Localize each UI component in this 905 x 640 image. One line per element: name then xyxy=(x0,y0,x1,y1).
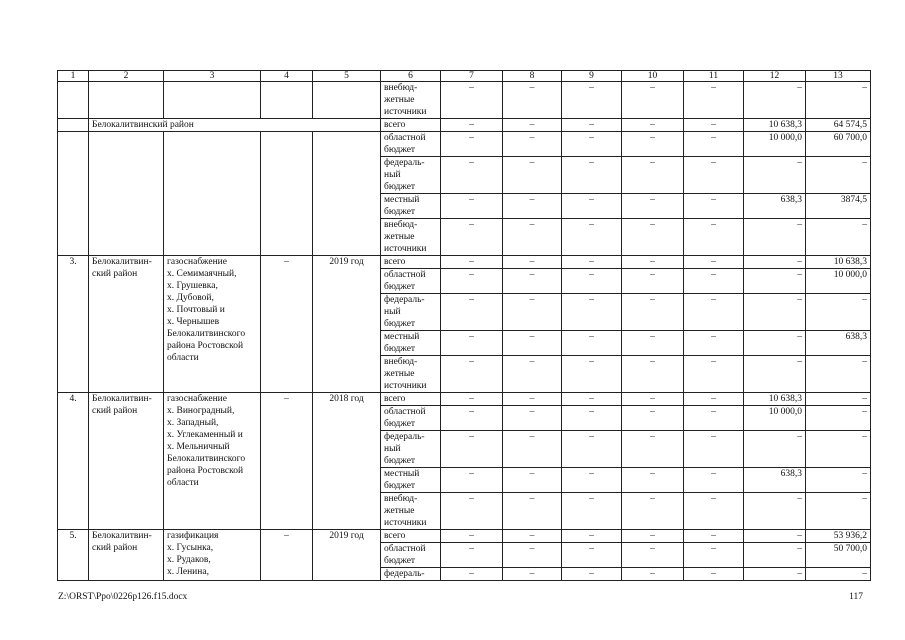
project-description: газоснабжение х. Виноградный, х. Западный, х. Углекаменный и х. Мельничный Белокалитвинского района Ростовской области xyxy=(164,393,261,530)
value-cell: – xyxy=(744,493,806,530)
value-cell: – xyxy=(684,194,744,219)
value-cell: – xyxy=(744,431,806,468)
value-cell: – xyxy=(441,219,503,256)
value-cell: – xyxy=(441,431,503,468)
value-cell: – xyxy=(562,256,622,269)
column-4-value: – xyxy=(261,256,313,393)
value-cell: – xyxy=(684,493,744,530)
value-cell: – xyxy=(562,406,622,431)
empty-cell xyxy=(89,219,164,256)
value-cell: 638,3 xyxy=(806,331,871,356)
value-cell: – xyxy=(562,119,622,132)
column-number: 5 xyxy=(313,71,381,82)
value-cell: – xyxy=(441,530,503,543)
empty-cell xyxy=(58,119,89,132)
funding-source: всего xyxy=(381,119,441,132)
value-cell: 10 000,0 xyxy=(744,132,806,157)
empty-cell xyxy=(89,194,164,219)
value-cell: – xyxy=(744,568,806,581)
value-cell: – xyxy=(622,468,684,493)
funding-source: областной бюджет xyxy=(381,132,441,157)
value-cell: – xyxy=(684,82,744,119)
value-cell: – xyxy=(562,356,622,393)
value-cell: – xyxy=(622,82,684,119)
value-cell: 60 700,0 xyxy=(806,132,871,157)
page-number: 117 xyxy=(849,592,863,602)
value-cell: – xyxy=(684,406,744,431)
value-cell: – xyxy=(744,157,806,194)
value-cell: – xyxy=(684,219,744,256)
funding-source: внебюд- жетные источники xyxy=(381,82,441,119)
column-number: 12 xyxy=(744,71,806,82)
value-cell: – xyxy=(503,194,562,219)
value-cell: – xyxy=(441,82,503,119)
value-cell: – xyxy=(622,406,684,431)
value-cell: – xyxy=(503,568,562,581)
value-cell: 10 638,3 xyxy=(806,256,871,269)
empty-cell xyxy=(261,132,313,157)
district-name: Белокалитвин- ский район xyxy=(89,256,164,393)
funding-source: местный бюджет xyxy=(381,331,441,356)
funding-source: внебюд- жетные источники xyxy=(381,493,441,530)
value-cell: 53 936,2 xyxy=(806,530,871,543)
funding-source: местный бюджет xyxy=(381,194,441,219)
value-cell: – xyxy=(441,157,503,194)
value-cell: – xyxy=(806,493,871,530)
value-cell: – xyxy=(562,543,622,568)
column-number: 2 xyxy=(89,71,164,82)
empty-cell xyxy=(89,82,164,119)
value-cell: – xyxy=(441,331,503,356)
value-cell: 64 574,5 xyxy=(806,119,871,132)
funding-source: областной бюджет xyxy=(381,269,441,294)
value-cell: – xyxy=(562,157,622,194)
empty-cell xyxy=(164,157,261,194)
item-number: 3. xyxy=(58,256,89,393)
column-4-value: – xyxy=(261,530,313,581)
value-cell: – xyxy=(684,269,744,294)
column-number: 13 xyxy=(806,71,871,82)
district-name: Белокалитвин- ский район xyxy=(89,393,164,530)
funding-source: областной бюджет xyxy=(381,406,441,431)
funding-source: внебюд- жетные источники xyxy=(381,356,441,393)
value-cell: – xyxy=(806,568,871,581)
value-cell: – xyxy=(806,468,871,493)
value-cell: – xyxy=(622,194,684,219)
value-cell: – xyxy=(744,219,806,256)
column-number: 3 xyxy=(164,71,261,82)
empty-cell xyxy=(313,194,381,219)
value-cell: – xyxy=(744,269,806,294)
value-cell: – xyxy=(441,543,503,568)
item-number: 5. xyxy=(58,530,89,581)
value-cell: – xyxy=(744,256,806,269)
value-cell: – xyxy=(562,269,622,294)
empty-cell xyxy=(164,219,261,256)
value-cell: – xyxy=(503,393,562,406)
empty-cell xyxy=(58,157,89,194)
table-row xyxy=(58,393,871,406)
project-year: 2018 год xyxy=(313,393,381,530)
value-cell: 10 638,3 xyxy=(744,119,806,132)
value-cell: – xyxy=(806,356,871,393)
value-cell: – xyxy=(684,543,744,568)
funding-source: всего xyxy=(381,393,441,406)
district-name: Белокалитвин- ский район xyxy=(89,530,164,581)
value-cell: – xyxy=(562,194,622,219)
value-cell: – xyxy=(503,157,562,194)
value-cell: – xyxy=(562,294,622,331)
value-cell: – xyxy=(622,119,684,132)
value-cell: – xyxy=(622,493,684,530)
table-row xyxy=(58,119,871,132)
value-cell: – xyxy=(562,468,622,493)
column-number: 11 xyxy=(684,71,744,82)
column-number: 8 xyxy=(503,71,562,82)
item-number: 4. xyxy=(58,393,89,530)
value-cell: – xyxy=(744,331,806,356)
value-cell: – xyxy=(744,530,806,543)
column-number: 1 xyxy=(58,71,89,82)
empty-cell xyxy=(164,194,261,219)
value-cell: – xyxy=(441,393,503,406)
value-cell: – xyxy=(622,331,684,356)
funding-source: местный бюджет xyxy=(381,468,441,493)
table-row xyxy=(58,132,871,157)
value-cell: 10 000,0 xyxy=(744,406,806,431)
value-cell: – xyxy=(562,493,622,530)
column-number: 6 xyxy=(381,71,441,82)
value-cell: – xyxy=(562,331,622,356)
value-cell: – xyxy=(503,269,562,294)
value-cell: – xyxy=(684,132,744,157)
value-cell: – xyxy=(806,294,871,331)
value-cell: 10 638,3 xyxy=(744,393,806,406)
empty-cell xyxy=(164,82,261,119)
value-cell: – xyxy=(622,269,684,294)
value-cell: – xyxy=(806,82,871,119)
value-cell: – xyxy=(684,331,744,356)
value-cell: – xyxy=(622,219,684,256)
value-cell: – xyxy=(562,431,622,468)
column-4-value: – xyxy=(261,393,313,530)
column-number: 10 xyxy=(622,71,684,82)
table-row xyxy=(58,194,871,219)
value-cell: – xyxy=(441,194,503,219)
table-row xyxy=(58,82,871,119)
funding-source: федераль- xyxy=(381,568,441,581)
value-cell: – xyxy=(503,493,562,530)
value-cell: – xyxy=(503,294,562,331)
table-row xyxy=(58,157,871,194)
value-cell: – xyxy=(806,157,871,194)
value-cell: – xyxy=(441,132,503,157)
district-total-label: Белокалитвинский район xyxy=(89,119,381,132)
value-cell: – xyxy=(441,256,503,269)
value-cell: – xyxy=(441,119,503,132)
empty-cell xyxy=(89,157,164,194)
empty-cell xyxy=(89,132,164,157)
value-cell: – xyxy=(684,568,744,581)
value-cell: – xyxy=(441,468,503,493)
value-cell: 638,3 xyxy=(744,468,806,493)
value-cell: – xyxy=(806,406,871,431)
value-cell: 638,3 xyxy=(744,194,806,219)
funding-source: всего xyxy=(381,256,441,269)
empty-cell xyxy=(58,82,89,119)
value-cell: – xyxy=(622,132,684,157)
project-year: 2019 год xyxy=(313,256,381,393)
value-cell: – xyxy=(684,256,744,269)
empty-cell xyxy=(58,219,89,256)
table-row xyxy=(58,219,871,256)
funding-source: федераль- ный бюджет xyxy=(381,157,441,194)
empty-cell xyxy=(261,157,313,194)
value-cell: – xyxy=(744,82,806,119)
value-cell: – xyxy=(622,157,684,194)
value-cell: – xyxy=(562,82,622,119)
value-cell: – xyxy=(806,393,871,406)
value-cell: – xyxy=(503,256,562,269)
value-cell: 3874,5 xyxy=(806,194,871,219)
value-cell: – xyxy=(503,530,562,543)
value-cell: – xyxy=(806,431,871,468)
header-row xyxy=(58,71,871,82)
value-cell: – xyxy=(622,530,684,543)
value-cell: – xyxy=(503,331,562,356)
value-cell: – xyxy=(622,568,684,581)
empty-cell xyxy=(313,132,381,157)
table-row xyxy=(58,256,871,269)
value-cell: – xyxy=(684,530,744,543)
column-number: 4 xyxy=(261,71,313,82)
value-cell: – xyxy=(684,431,744,468)
value-cell: – xyxy=(806,219,871,256)
value-cell: – xyxy=(503,468,562,493)
empty-cell xyxy=(261,219,313,256)
column-number: 7 xyxy=(441,71,503,82)
value-cell: 10 000,0 xyxy=(806,269,871,294)
value-cell: – xyxy=(503,543,562,568)
value-cell: – xyxy=(622,356,684,393)
project-description: газоснабжение х. Семимаячный, х. Грушевка, х. Дубовой, х. Почтовый и х. Чернышев Белокалитвинского района Ростовской области xyxy=(164,256,261,393)
footer-file-path: Z:\ORST\Ppo\0226p126.f15.docx xyxy=(58,592,188,602)
empty-cell xyxy=(313,157,381,194)
value-cell: – xyxy=(684,119,744,132)
value-cell: – xyxy=(744,543,806,568)
column-number: 9 xyxy=(562,71,622,82)
funding-source: всего xyxy=(381,530,441,543)
value-cell: – xyxy=(622,393,684,406)
value-cell: – xyxy=(503,132,562,157)
value-cell: – xyxy=(562,568,622,581)
empty-cell xyxy=(313,219,381,256)
empty-cell xyxy=(261,82,313,119)
value-cell: – xyxy=(562,132,622,157)
value-cell: – xyxy=(441,406,503,431)
funding-source: внебюд- жетные источники xyxy=(381,219,441,256)
value-cell: – xyxy=(622,294,684,331)
value-cell: – xyxy=(503,406,562,431)
funding-source: федераль- ный бюджет xyxy=(381,294,441,331)
value-cell: – xyxy=(503,431,562,468)
value-cell: – xyxy=(562,393,622,406)
value-cell: – xyxy=(744,294,806,331)
value-cell: – xyxy=(684,356,744,393)
empty-cell xyxy=(58,132,89,157)
project-year: 2019 год xyxy=(313,530,381,581)
value-cell: – xyxy=(441,493,503,530)
funding-source: областной бюджет xyxy=(381,543,441,568)
value-cell: 50 700,0 xyxy=(806,543,871,568)
empty-cell xyxy=(313,82,381,119)
value-cell: – xyxy=(503,219,562,256)
value-cell: – xyxy=(562,219,622,256)
empty-cell xyxy=(261,194,313,219)
value-cell: – xyxy=(684,393,744,406)
value-cell: – xyxy=(503,82,562,119)
value-cell: – xyxy=(441,269,503,294)
value-cell: – xyxy=(441,356,503,393)
value-cell: – xyxy=(441,568,503,581)
value-cell: – xyxy=(684,468,744,493)
value-cell: – xyxy=(503,119,562,132)
empty-cell xyxy=(164,132,261,157)
value-cell: – xyxy=(622,543,684,568)
value-cell: – xyxy=(622,431,684,468)
value-cell: – xyxy=(562,530,622,543)
value-cell: – xyxy=(441,294,503,331)
empty-cell xyxy=(58,194,89,219)
project-description: газификация х. Гусынка, х. Рудаков, х. Ленина, xyxy=(164,530,261,581)
value-cell: – xyxy=(622,256,684,269)
funding-source: федераль- ный бюджет xyxy=(381,431,441,468)
value-cell: – xyxy=(684,157,744,194)
data-table xyxy=(57,70,871,581)
table-row xyxy=(58,530,871,543)
value-cell: – xyxy=(744,356,806,393)
value-cell: – xyxy=(503,356,562,393)
value-cell: – xyxy=(684,294,744,331)
